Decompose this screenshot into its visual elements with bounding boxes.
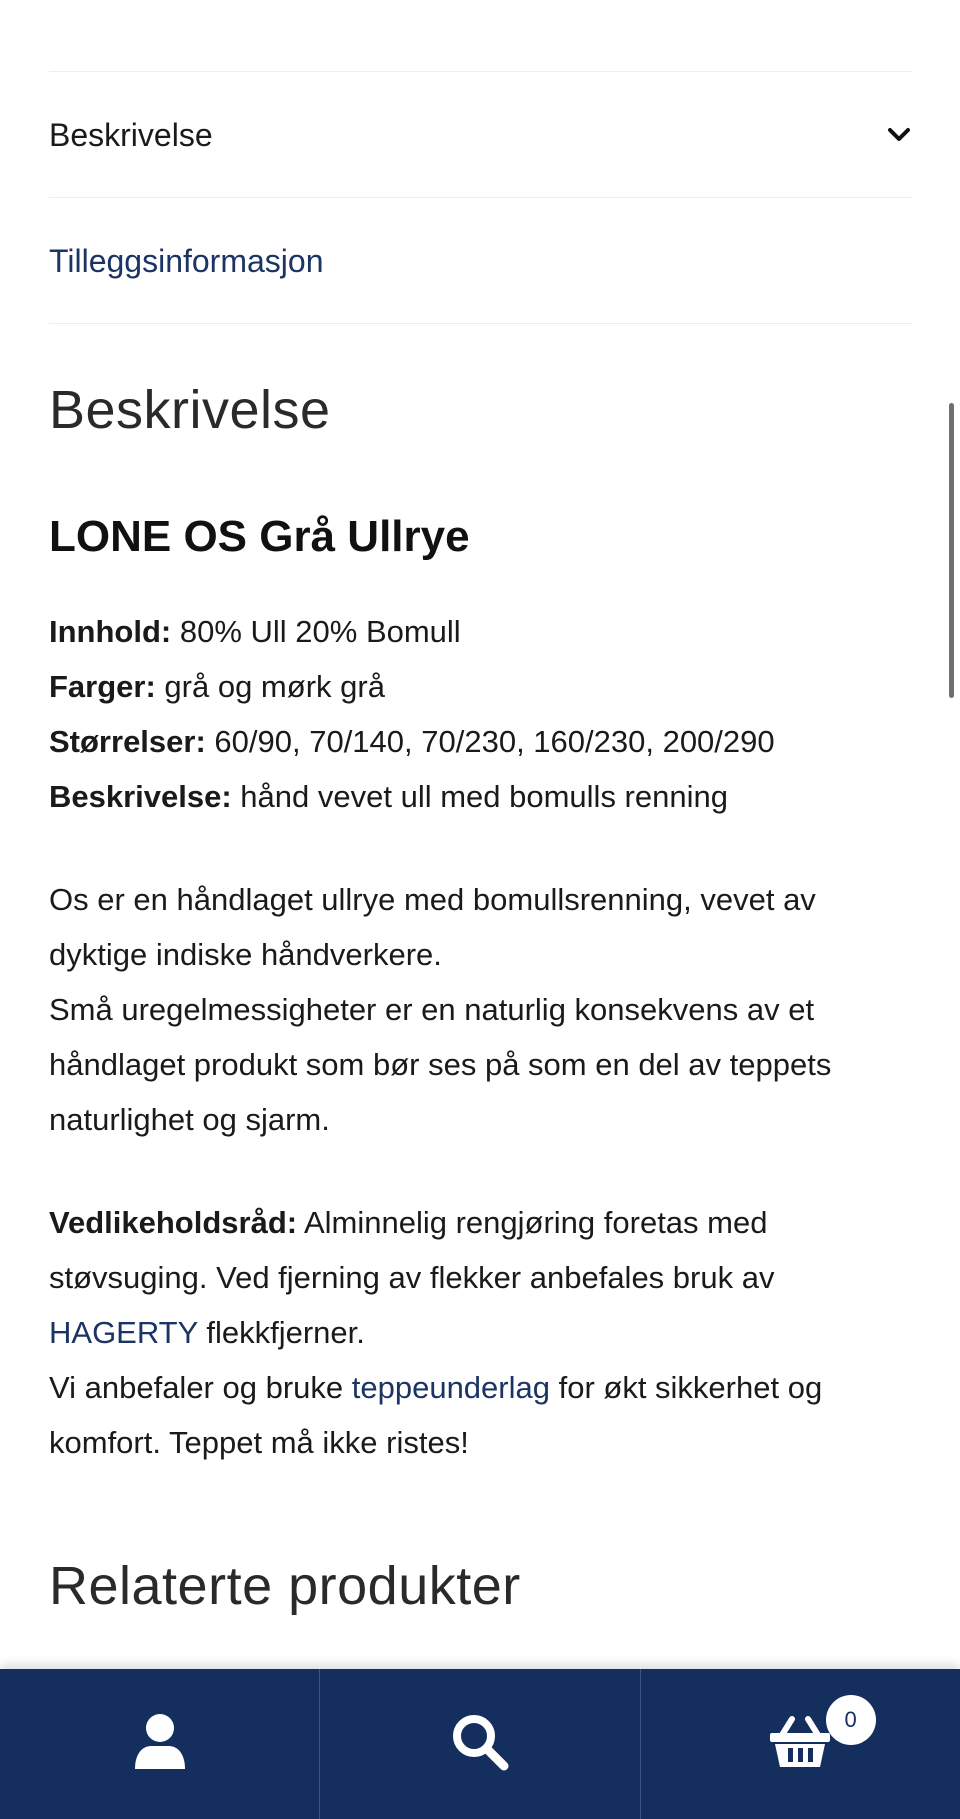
account-button[interactable] — [0, 1669, 319, 1819]
care-paragraph — [49, 1195, 912, 1470]
product-title: LONE OS Grå Ullrye — [49, 512, 470, 561]
underlay-text: Vi anbefaler og bruke teppeunderlag for økt sikkerhet og komfort. Teppet må ikke ristes! — [49, 1370, 823, 1460]
intro-paragraph — [49, 872, 912, 1147]
tab-description-label: Beskrivelse — [49, 117, 213, 153]
cart-count-badge: 0 — [826, 1695, 876, 1745]
search-icon — [450, 1712, 510, 1777]
tab-description[interactable] — [49, 72, 912, 198]
spec-description: Beskrivelse: hånd vevet ull med bomulls renning — [49, 779, 728, 814]
spec-content: Innhold: 80% Ull 20% Bomull — [49, 614, 461, 649]
tab-additional-information[interactable] — [49, 198, 912, 324]
intro-text-1: Os er en håndlaget ullrye med bomullsrenning, vevet av dyktige indiske håndverkere. — [49, 882, 816, 972]
spec-colors: Farger: grå og mørk grå — [49, 669, 385, 704]
cart-button[interactable] — [640, 1669, 960, 1819]
basket-icon — [768, 1715, 832, 1774]
product-specs — [49, 604, 775, 824]
intro-text-2: Små uregelmessigheter er en naturlig konsekvens av et håndlaget produkt som bør ses på som en del av teppets naturlighet og sjarm. — [49, 992, 832, 1137]
divider-bottom — [49, 323, 912, 324]
hagerty-link[interactable]: HAGERTY — [49, 1315, 198, 1350]
spec-sizes: Størrelser: 60/90, 70/140, 70/230, 160/230, 200/290 — [49, 724, 775, 759]
related-products-heading: Relaterte produkter — [49, 1556, 521, 1616]
user-icon — [133, 1713, 187, 1776]
tab-additional-information-label: Tilleggsinformasjon — [49, 243, 324, 279]
chevron-down-icon — [886, 125, 912, 145]
page-scrollbar[interactable] — [949, 403, 954, 698]
teppeunderlag-link[interactable]: teppeunderlag — [351, 1370, 550, 1405]
bottom-navigation-bar — [0, 1669, 960, 1819]
description-heading: Beskrivelse — [49, 380, 331, 440]
care-text: Vedlikeholdsråd: Alminnelig rengjøring foretas med støvsuging. Ved fjerning av flekker anbefales bruk av HAGERTY flekkfjerner. — [49, 1205, 775, 1350]
search-button[interactable] — [319, 1669, 639, 1819]
